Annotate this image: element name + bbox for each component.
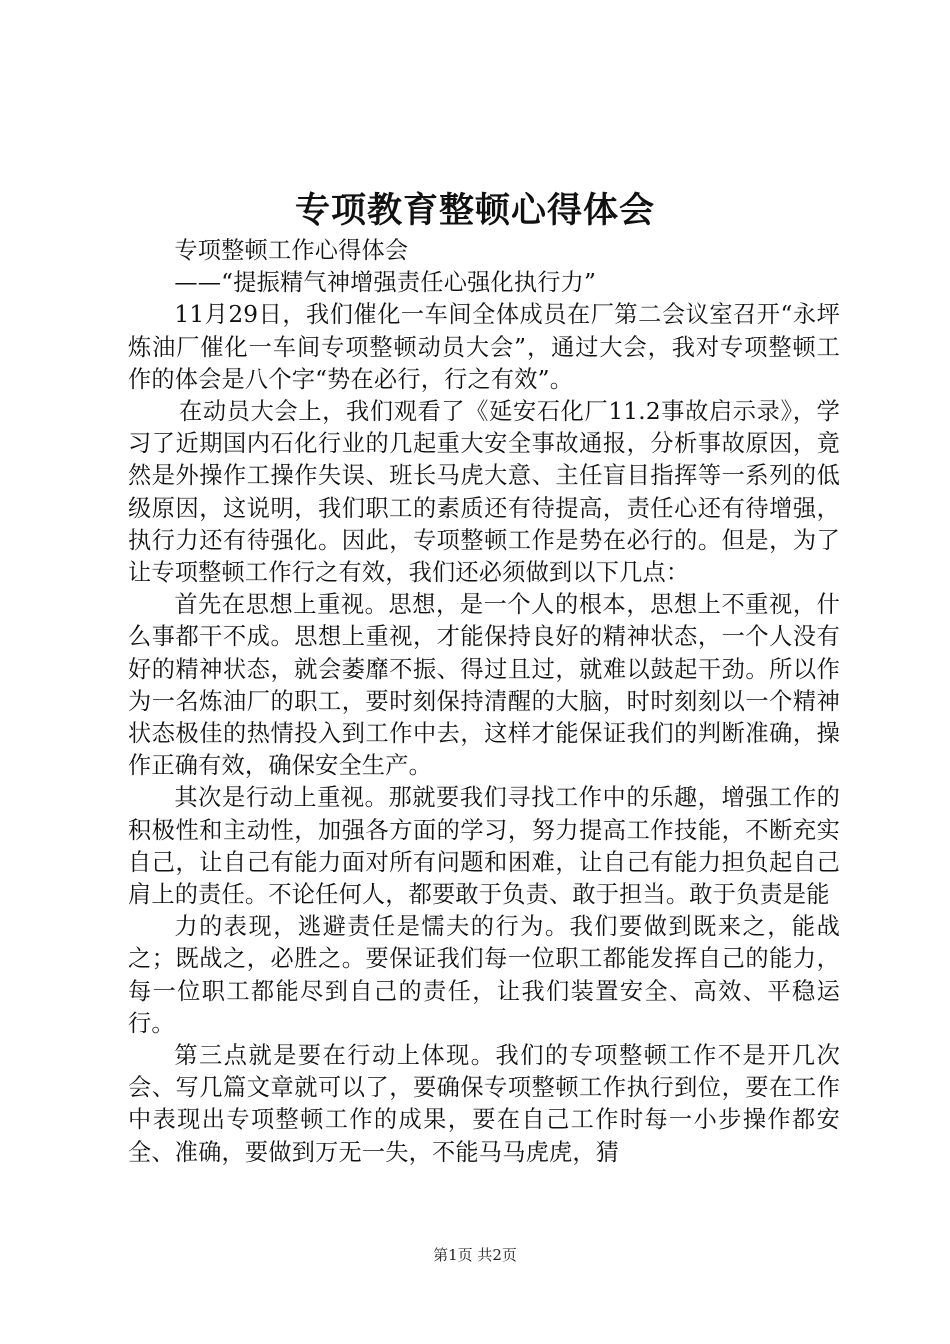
paragraph: 力的表现，逃避责任是懦夫的行为。我们要做到既来之，能战之；既战之，必胜之。要保证我们每一位职工都能发挥自己的能力，每一位职工都能尽到自己的责任，让我们装置安全、高效、平稳运行。 — [128, 913, 840, 1037]
paragraph: 在动员大会上，我们观看了《延安石化厂11.2事故启示录》，学习了近期国内石化行业的几起重大安全事故通报，分析事故原因，竟然是外操作工操作失误、班长马虎大意、主任盲目指挥等一系列的低级原因，这说明，我们职工的素质还有待提高，责任心还有待增强，执行力还有待强化。因此，专项整顿工作是势在必行的。但是，为了让专项整顿工作行之有效，我们还必须做到以下几点： — [128, 398, 840, 587]
page-footer: 第1页 共2页 — [433, 1246, 517, 1264]
document-title: 专项教育整顿心得体会 — [294, 191, 655, 231]
paragraph: 第三点就是要在行动上体现。我们的专项整顿工作不是开几次会、写几篇文章就可以了，要确保专项整顿工作执行到位，要在工作中表现出专项整顿工作的成果，要在自己工作时每一小步操作都安全、准确，要做到万无一失，不能马马虎虎，猜 — [128, 1042, 840, 1166]
paragraph: 其次是行动上重视。那就要我们寻找工作中的乐趣，增强工作的积极性和主动性，加强各方面的学习，努力提高工作技能，不断充实自己，让自己有能力面对所有问题和困难，让自己有能力担负起自己肩上的责任。不论任何人，都要敢于负责、敢于担当。敢于负责是能 — [128, 784, 840, 909]
paragraph-subtitle: 专项整顿工作心得体会 — [174, 237, 409, 264]
paragraph: 首先在思想上重视。思想，是一个人的根本，思想上不重视，什么事都干不成。思想上重视，才能保持良好的精神状态，一个人没有好的精神状态，就会萎靡不振、得过且过，就难以鼓起干劲。所以作为一名炼油厂的职工，要时刻保持清醒的大脑，时时刻刻以一个精神状态极佳的热情投入到工作中去，这样才能保证我们的判断准确，操作正确有效，确保安全生产。 — [128, 591, 840, 780]
paragraph-slogan: ——“提振精气神增强责任心强化执行力” — [174, 269, 597, 297]
paragraph: 11月29日，我们催化一车间全体成员在厂第二会议室召开“永坪炼油厂催化一车间专项整顿动员大会”，通过大会，我对专项整顿工作的体会是八个字“势在必行，行之有效”。 — [128, 301, 840, 393]
document-body — [128, 235, 840, 1169]
